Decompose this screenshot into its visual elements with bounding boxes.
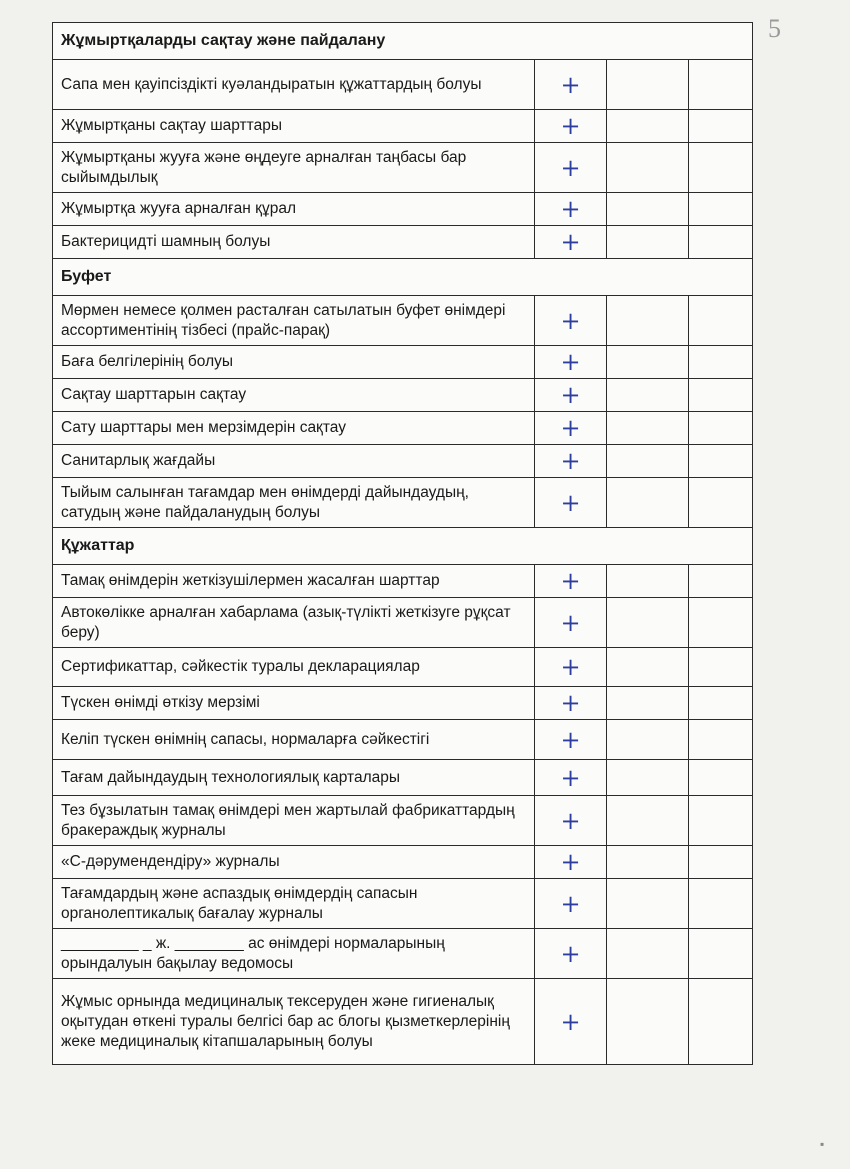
checklist-row (53, 796, 753, 846)
empty-cell (607, 412, 689, 445)
checklist-item-label: Тағам дайындаудың технологиялық карталары (53, 760, 535, 796)
empty-cell (689, 648, 753, 687)
checklist-row (53, 929, 753, 979)
checklist-item-label: Жұмыртқаны сақтау шарттары (53, 110, 535, 143)
empty-cell (689, 846, 753, 879)
compliance-mark: + (535, 687, 607, 720)
section-header-row (53, 259, 753, 296)
empty-cell (689, 445, 753, 478)
checklist-item-label: Жұмыртқаны жууға және өңдеуге арналған таңбасы бар сыйымдылық (53, 143, 535, 193)
checklist-item-label: Сату шарттары мен мерзімдерін сақтау (53, 412, 535, 445)
compliance-mark: + (535, 979, 607, 1065)
empty-cell (689, 379, 753, 412)
compliance-mark: + (535, 720, 607, 760)
compliance-mark: + (535, 760, 607, 796)
checklist-row (53, 565, 753, 598)
checklist-row (53, 60, 753, 110)
empty-cell (607, 979, 689, 1065)
section-title: Құжаттар (53, 528, 753, 565)
empty-cell (689, 979, 753, 1065)
checklist-row (53, 412, 753, 445)
empty-cell (607, 193, 689, 226)
compliance-mark: + (535, 929, 607, 979)
checklist-row (53, 379, 753, 412)
checklist-item-label: Тез бұзылатын тамақ өнімдері мен жартылай фабрикаттардың бракераждық журналы (53, 796, 535, 846)
empty-cell (607, 379, 689, 412)
checklist-item-label: Тыйым салынған тағамдар мен өнімдерді дайындаудың, сатудың және пайдаланудың болуы (53, 478, 535, 528)
empty-cell (689, 143, 753, 193)
checklist-item-label: Тамақ өнімдерін жеткізушілермен жасалған шарттар (53, 565, 535, 598)
empty-cell (607, 296, 689, 346)
page-number: 5 (768, 14, 781, 43)
checklist-item-label: Сертификаттар, сәйкестік туралы декларациялар (53, 648, 535, 687)
checklist-item-label: Жұмыс орнында медициналық тексеруден және гигиеналық оқытудан өткені туралы белгісі бар ас блогы қызметкерлерінің жеке медициналық кітапшаларының болуы (53, 979, 535, 1065)
compliance-mark: + (535, 226, 607, 259)
compliance-mark: + (535, 143, 607, 193)
compliance-mark: + (535, 60, 607, 110)
checklist-row (53, 445, 753, 478)
checklist-item-label: Мөрмен немесе қолмен расталған сатылатын буфет өнімдері ассортиментінің тізбесі (прайс-парақ) (53, 296, 535, 346)
empty-cell (607, 879, 689, 929)
checklist-item-label: Санитарлық жағдайы (53, 445, 535, 478)
section-header-row (53, 23, 753, 60)
section-title: Жұмыртқаларды сақтау және пайдалану (53, 23, 753, 60)
empty-cell (689, 226, 753, 259)
checklist-row (53, 478, 753, 528)
empty-cell (689, 412, 753, 445)
empty-cell (607, 143, 689, 193)
empty-cell (689, 796, 753, 846)
checklist-item-label: Тағамдардың және аспаздық өнімдердің сапасын органолептикалық бағалау журналы (53, 879, 535, 929)
empty-cell (689, 478, 753, 528)
compliance-mark: + (535, 598, 607, 648)
checklist-row (53, 226, 753, 259)
checklist-row (53, 110, 753, 143)
empty-cell (607, 720, 689, 760)
checklist-item-label: Сақтау шарттарын сақтау (53, 379, 535, 412)
empty-cell (689, 193, 753, 226)
compliance-mark: + (535, 296, 607, 346)
compliance-mark: + (535, 412, 607, 445)
empty-cell (689, 110, 753, 143)
compliance-mark: + (535, 648, 607, 687)
empty-cell (607, 846, 689, 879)
inspection-checklist-table (52, 22, 753, 1065)
empty-cell (607, 598, 689, 648)
compliance-mark: + (535, 879, 607, 929)
empty-cell (607, 648, 689, 687)
empty-cell (607, 110, 689, 143)
empty-cell (689, 720, 753, 760)
page-edge-mark: ▪ (820, 1137, 825, 1151)
checklist-item-label: Келіп түскен өнімнің сапасы, нормаларға сәйкестігі (53, 720, 535, 760)
checklist-row (53, 979, 753, 1065)
empty-cell (689, 929, 753, 979)
checklist-row (53, 648, 753, 687)
checklist-row (53, 760, 753, 796)
compliance-mark: + (535, 110, 607, 143)
checklist-row (53, 687, 753, 720)
empty-cell (607, 760, 689, 796)
empty-cell (607, 687, 689, 720)
empty-cell (689, 598, 753, 648)
checklist-item-label: Автокөлікке арналған хабарлама (азық-түлікті жеткізуге рұқсат беру) (53, 598, 535, 648)
checklist-row (53, 846, 753, 879)
compliance-mark: + (535, 193, 607, 226)
empty-cell (607, 929, 689, 979)
empty-cell (689, 879, 753, 929)
checklist-row (53, 143, 753, 193)
empty-cell (689, 346, 753, 379)
empty-cell (689, 687, 753, 720)
empty-cell (689, 296, 753, 346)
checklist-item-label: _________ _ ж. ________ ас өнімдері нормаларының орындалуын бақылау ведомосы (53, 929, 535, 979)
section-title: Буфет (53, 259, 753, 296)
empty-cell (607, 445, 689, 478)
compliance-mark: + (535, 846, 607, 879)
empty-cell (607, 346, 689, 379)
section-header-row (53, 528, 753, 565)
checklist-item-label: «С-дәрумендендіру» журналы (53, 846, 535, 879)
checklist-row (53, 598, 753, 648)
checklist-item-label: Жұмыртқа жууға арналған құрал (53, 193, 535, 226)
compliance-mark: + (535, 346, 607, 379)
checklist-row (53, 346, 753, 379)
empty-cell (689, 760, 753, 796)
empty-cell (689, 60, 753, 110)
compliance-mark: + (535, 379, 607, 412)
checklist-item-label: Сапа мен қауіпсіздікті куәландыратын құжаттардың болуы (53, 60, 535, 110)
checklist-row (53, 296, 753, 346)
compliance-mark: + (535, 445, 607, 478)
empty-cell (689, 565, 753, 598)
checklist-row (53, 720, 753, 760)
empty-cell (607, 60, 689, 110)
checklist-row (53, 193, 753, 226)
checklist-row (53, 879, 753, 929)
compliance-mark: + (535, 796, 607, 846)
empty-cell (607, 226, 689, 259)
empty-cell (607, 565, 689, 598)
compliance-mark: + (535, 565, 607, 598)
checklist-item-label: Бактерицидті шамның болуы (53, 226, 535, 259)
empty-cell (607, 796, 689, 846)
compliance-mark: + (535, 478, 607, 528)
checklist-item-label: Баға белгілерінің болуы (53, 346, 535, 379)
empty-cell (607, 478, 689, 528)
checklist-item-label: Түскен өнімді өткізу мерзімі (53, 687, 535, 720)
